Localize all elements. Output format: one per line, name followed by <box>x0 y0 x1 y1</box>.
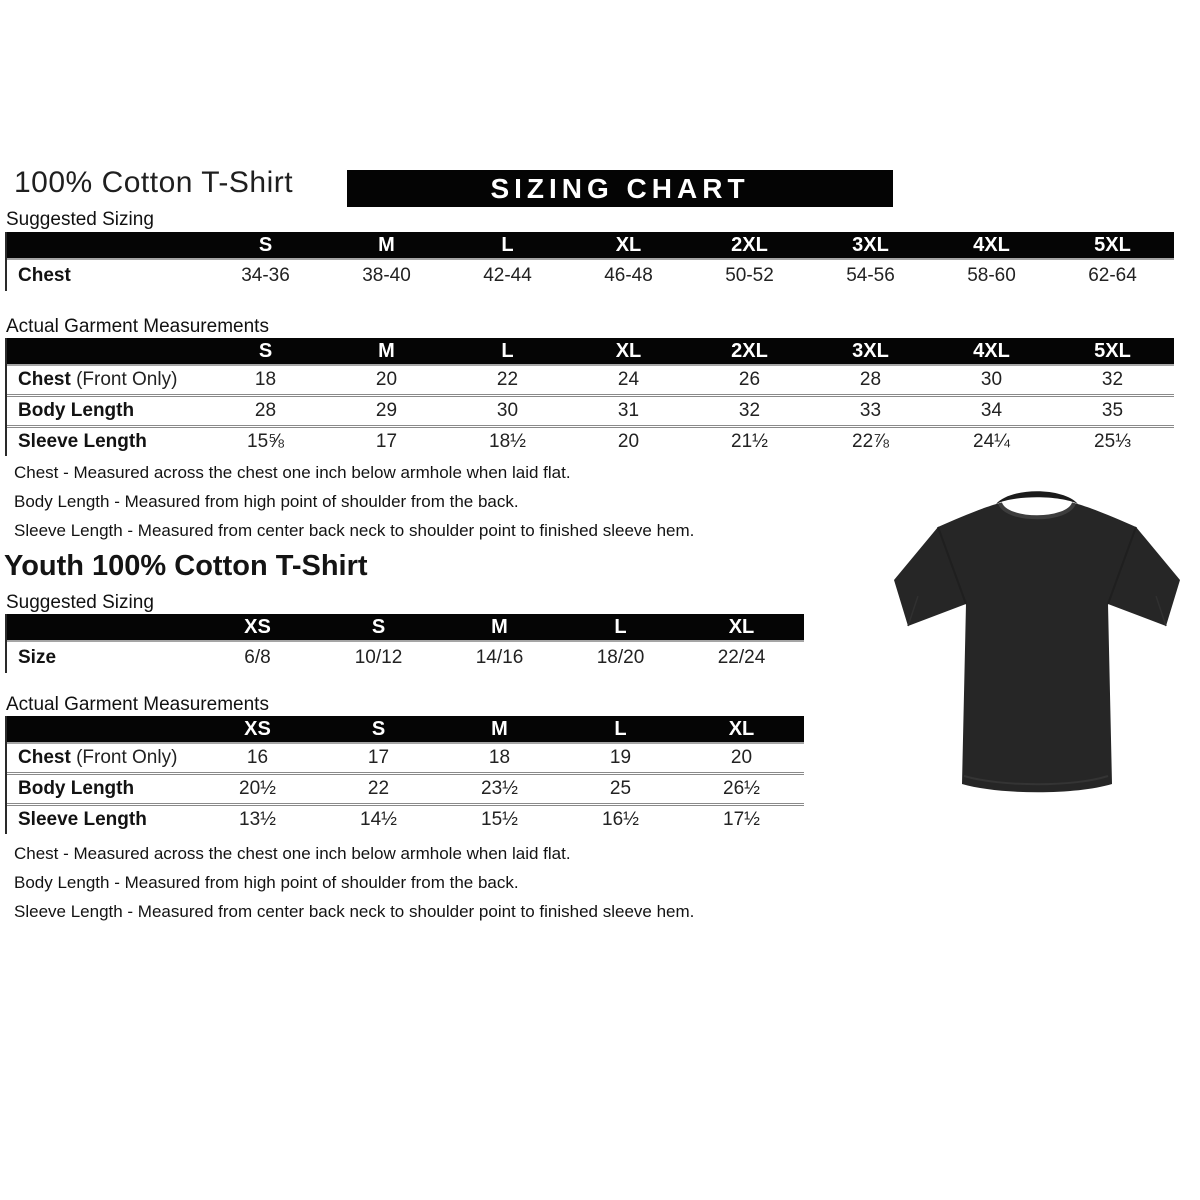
column-header: 4XL <box>973 339 1010 362</box>
column-header: L <box>501 339 514 362</box>
table-cell: 22 <box>496 369 519 390</box>
column-header: 2XL <box>731 339 768 362</box>
row-label-suffix: (Front Only) <box>70 369 178 390</box>
table-cell: 22 <box>367 778 390 799</box>
column-header: XL <box>615 339 642 362</box>
column-header: XS <box>244 615 271 638</box>
row-label-suffix: (Front Only) <box>70 747 178 768</box>
table-cell: 16½ <box>602 809 639 830</box>
column-header: XS <box>244 717 271 740</box>
column-header: M <box>491 615 508 638</box>
table-cell: 14½ <box>360 809 397 830</box>
row-label-text: Chest <box>18 264 71 286</box>
table-cell: 18 <box>488 747 511 768</box>
table-cell: 6/8 <box>244 646 271 668</box>
table-cell: 62-64 <box>1088 264 1137 286</box>
row-label <box>7 778 197 800</box>
table-cell: 28 <box>254 400 277 421</box>
table-cell: 17 <box>367 747 390 768</box>
table-header-row <box>7 232 1174 260</box>
table-cell: 20 <box>617 431 640 452</box>
table-cell: 15⅝ <box>247 431 284 452</box>
column-header: 5XL <box>1094 339 1131 362</box>
row-label <box>7 747 197 769</box>
table-row <box>7 803 804 834</box>
column-header: 4XL <box>973 233 1010 256</box>
table-header-row <box>7 338 1174 366</box>
table-cell: 35 <box>1101 400 1124 421</box>
column-header: 3XL <box>852 233 889 256</box>
column-header: 3XL <box>852 339 889 362</box>
note-body-length: Body Length - Measured from high point of shoulder from the back. <box>14 873 519 892</box>
column-header: XL <box>728 615 755 638</box>
column-header: S <box>258 339 273 362</box>
row-label <box>7 400 205 422</box>
column-header: 5XL <box>1094 233 1131 256</box>
table-cell: 17 <box>375 431 398 452</box>
table-cell: 50-52 <box>725 264 774 286</box>
row-label-text: Body Length <box>18 778 135 799</box>
table-cell: 30 <box>980 369 1003 390</box>
table-cell: 17½ <box>723 809 760 830</box>
youth-suggested-table <box>5 614 804 673</box>
sizing-chart-banner: SIZING CHART <box>347 170 893 207</box>
table-cell: 33 <box>859 400 882 421</box>
table-cell: 31 <box>617 400 640 421</box>
table-cell: 20 <box>375 369 398 390</box>
adult-measurement-notes <box>14 458 694 545</box>
table-cell: 18 <box>254 369 277 390</box>
table-cell: 18/20 <box>596 646 645 668</box>
table-row <box>7 425 1174 456</box>
column-header: L <box>614 717 627 740</box>
note-chest: Chest - Measured across the chest one inch below armhole when laid flat. <box>14 463 571 482</box>
tshirt-image <box>878 478 1196 810</box>
table-header-row <box>7 614 804 642</box>
column-header: XL <box>615 233 642 256</box>
column-header: M <box>378 233 395 256</box>
table-cell: 28 <box>859 369 882 390</box>
column-header: S <box>371 717 386 740</box>
table-cell: 20½ <box>239 778 276 799</box>
youth-actual-table <box>5 716 804 834</box>
table-cell: 20 <box>730 747 753 768</box>
row-label-text: Sleeve Length <box>18 431 147 452</box>
table-row <box>7 260 1174 291</box>
youth-measurement-notes <box>14 839 694 926</box>
table-cell: 10/12 <box>354 646 403 668</box>
table-cell: 18½ <box>489 431 526 452</box>
table-row <box>7 772 804 803</box>
table-row <box>7 394 1174 425</box>
row-label <box>7 809 197 831</box>
table-cell: 16 <box>246 747 269 768</box>
table-cell: 24 <box>617 369 640 390</box>
adult-suggested-table <box>5 232 1174 291</box>
actual-garment-label: Actual Garment Measurements <box>6 316 269 337</box>
youth-suggested-sizing-label: Suggested Sizing <box>6 592 154 613</box>
row-label-text: Size <box>18 646 57 668</box>
table-cell: 26½ <box>723 778 760 799</box>
row-label-text: Sleeve Length <box>18 809 147 830</box>
note-chest: Chest - Measured across the chest one inch below armhole when laid flat. <box>14 844 571 863</box>
row-label-text: Body Length <box>18 400 135 421</box>
column-header: L <box>614 615 627 638</box>
table-cell: 25⅓ <box>1094 431 1131 452</box>
column-header: L <box>501 233 514 256</box>
table-row <box>7 744 804 772</box>
row-label <box>7 265 205 287</box>
table-cell: 13½ <box>239 809 276 830</box>
row-label <box>7 431 205 453</box>
table-cell: 26 <box>738 369 761 390</box>
table-cell: 25 <box>609 778 632 799</box>
table-cell: 34-36 <box>241 264 290 286</box>
table-cell: 38-40 <box>362 264 411 286</box>
note-sleeve-length: Sleeve Length - Measured from center back neck to shoulder point to finished sleeve hem. <box>14 521 695 540</box>
column-header: S <box>371 615 386 638</box>
table-cell: 46-48 <box>604 264 653 286</box>
row-label-text: Chest <box>18 747 71 768</box>
row-label-text: Chest <box>18 369 71 390</box>
note-sleeve-length: Sleeve Length - Measured from center back neck to shoulder point to finished sleeve hem. <box>14 902 695 921</box>
table-cell: 29 <box>375 400 398 421</box>
row-label <box>7 647 197 669</box>
tshirt-graphic <box>878 478 1196 810</box>
column-header: 2XL <box>731 233 768 256</box>
column-header: XL <box>728 717 755 740</box>
column-header: S <box>258 233 273 256</box>
table-cell: 32 <box>738 400 761 421</box>
page-title: 100% Cotton T-Shirt <box>14 166 294 199</box>
table-cell: 34 <box>980 400 1003 421</box>
table-header-row <box>7 716 804 744</box>
table-cell: 14/16 <box>475 646 524 668</box>
suggested-sizing-label: Suggested Sizing <box>6 209 154 230</box>
table-cell: 23½ <box>481 778 518 799</box>
column-header: M <box>378 339 395 362</box>
table-cell: 19 <box>609 747 632 768</box>
youth-actual-garment-label: Actual Garment Measurements <box>6 694 269 715</box>
column-header: M <box>491 717 508 740</box>
table-cell: 22/24 <box>717 646 766 668</box>
table-cell: 58-60 <box>967 264 1016 286</box>
table-cell: 30 <box>496 400 519 421</box>
table-cell: 54-56 <box>846 264 895 286</box>
adult-actual-table <box>5 338 1174 456</box>
table-cell: 15½ <box>481 809 518 830</box>
table-cell: 22⅞ <box>852 431 889 452</box>
table-cell: 21½ <box>731 431 768 452</box>
youth-page-title: Youth 100% Cotton T-Shirt <box>4 550 368 582</box>
table-row <box>7 642 804 673</box>
table-cell: 24¼ <box>973 431 1010 452</box>
table-cell: 32 <box>1101 369 1124 390</box>
table-cell: 42-44 <box>483 264 532 286</box>
table-row <box>7 366 1174 394</box>
note-body-length: Body Length - Measured from high point of shoulder from the back. <box>14 492 519 511</box>
row-label <box>7 369 205 391</box>
